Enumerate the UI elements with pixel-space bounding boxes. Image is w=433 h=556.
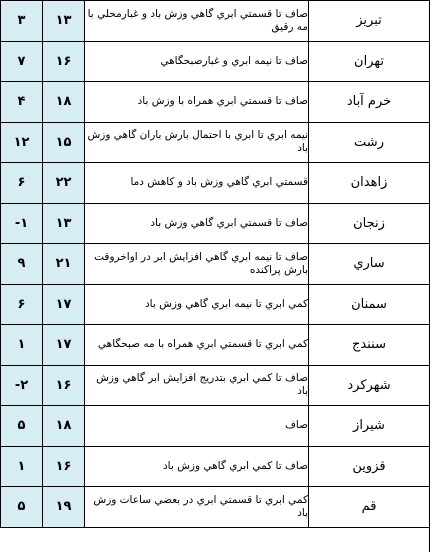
max-temp-cell: ۱۳: [43, 1, 85, 42]
max-temp-cell: ۲۱: [43, 244, 85, 285]
min-temp-cell: ۵: [1, 406, 43, 447]
table-row: [1, 325, 430, 366]
min-temp-cell: ۹: [1, 244, 43, 285]
city-name-cell: رشت: [309, 122, 430, 163]
max-temp-cell: ۱۶: [43, 365, 85, 406]
city-name-cell: زاهدان: [309, 163, 430, 204]
min-temp-cell: ۷: [1, 41, 43, 82]
city-name-cell: سنندج: [309, 325, 430, 366]
table-row: [1, 41, 430, 82]
description-cell: صاف تا قسمتي ابري گاهي وزش باد و غبارمحلي با مه رقيق: [85, 1, 309, 42]
city-name-cell: زنجان: [309, 203, 430, 244]
max-temp-cell: ۱۶: [43, 446, 85, 487]
weather-table-body: [1, 1, 430, 528]
max-temp-cell: ۱۸: [43, 406, 85, 447]
min-temp-cell: ۵: [1, 487, 43, 528]
min-temp-cell: ۱: [1, 446, 43, 487]
min-temp-cell: ۳: [1, 1, 43, 42]
description-cell: نيمه ابري تا ابري با احتمال بارش باران گاهي وزش باد: [85, 122, 309, 163]
max-temp-cell: ۱۷: [43, 325, 85, 366]
city-name-cell: خرم آباد: [309, 82, 430, 123]
description-cell: صاف تا نيمه ابري و غبارصبحگاهي: [85, 41, 309, 82]
table-row: [1, 244, 430, 285]
table-row: [1, 203, 430, 244]
description-cell: قسمتي ابري گاهي وزش باد و كاهش دما: [85, 163, 309, 204]
max-temp-cell: ۱۳: [43, 203, 85, 244]
description-cell: صاف تا قسمتي ابري همراه با وزش باد: [85, 82, 309, 123]
table-row: [1, 284, 430, 325]
min-temp-cell: ۶: [1, 284, 43, 325]
description-cell: صاف تا قسمتي ابري گاهي وزش باد: [85, 203, 309, 244]
table-row: [1, 487, 430, 528]
description-cell: صاف تا كمي ابري گاهي وزش باد: [85, 446, 309, 487]
description-cell: كمي ابري تا قسمتي ابري در بعضي ساعات وزش باد: [85, 487, 309, 528]
city-name-cell: تهران: [309, 41, 430, 82]
table-row: [1, 446, 430, 487]
description-cell: كمي ابري تا نيمه ابري گاهي وزش باد: [85, 284, 309, 325]
min-temp-cell: ۶: [1, 163, 43, 204]
table-row: [1, 365, 430, 406]
min-temp-cell: -۲: [1, 365, 43, 406]
max-temp-cell: ۲۲: [43, 163, 85, 204]
max-temp-cell: ۱۵: [43, 122, 85, 163]
max-temp-cell: ۱۸: [43, 82, 85, 123]
table-row: [1, 82, 430, 123]
min-temp-cell: ۴: [1, 82, 43, 123]
max-temp-cell: ۱۷: [43, 284, 85, 325]
city-name-cell: قم: [309, 487, 430, 528]
city-name-cell: سمنان: [309, 284, 430, 325]
max-temp-cell: ۱۹: [43, 487, 85, 528]
city-name-cell: شهركرد: [309, 365, 430, 406]
city-name-cell: شيراز: [309, 406, 430, 447]
min-temp-cell: ۱: [1, 325, 43, 366]
description-cell: كمي ابري تا قسمتي ابري همراه با مه صبحگاهي: [85, 325, 309, 366]
table-row: [1, 406, 430, 447]
city-name-cell: ساري: [309, 244, 430, 285]
min-temp-cell: ۱۲: [1, 122, 43, 163]
description-cell: صاف: [85, 406, 309, 447]
description-cell: صاف تا نيمه ابري گاهي افزايش ابر در اواخروقت بارش پراكنده: [85, 244, 309, 285]
table-row: [1, 163, 430, 204]
city-name-cell: قزوين: [309, 446, 430, 487]
max-temp-cell: ۱۶: [43, 41, 85, 82]
min-temp-cell: -۱: [1, 203, 43, 244]
city-name-cell: تبریز: [309, 1, 430, 42]
table-row: [1, 122, 430, 163]
table-row: [1, 1, 430, 42]
table-right-rule: [429, 0, 430, 552]
description-cell: صاف تا كمي ابري بتدريج افزايش ابر گاهي وزش باد: [85, 365, 309, 406]
